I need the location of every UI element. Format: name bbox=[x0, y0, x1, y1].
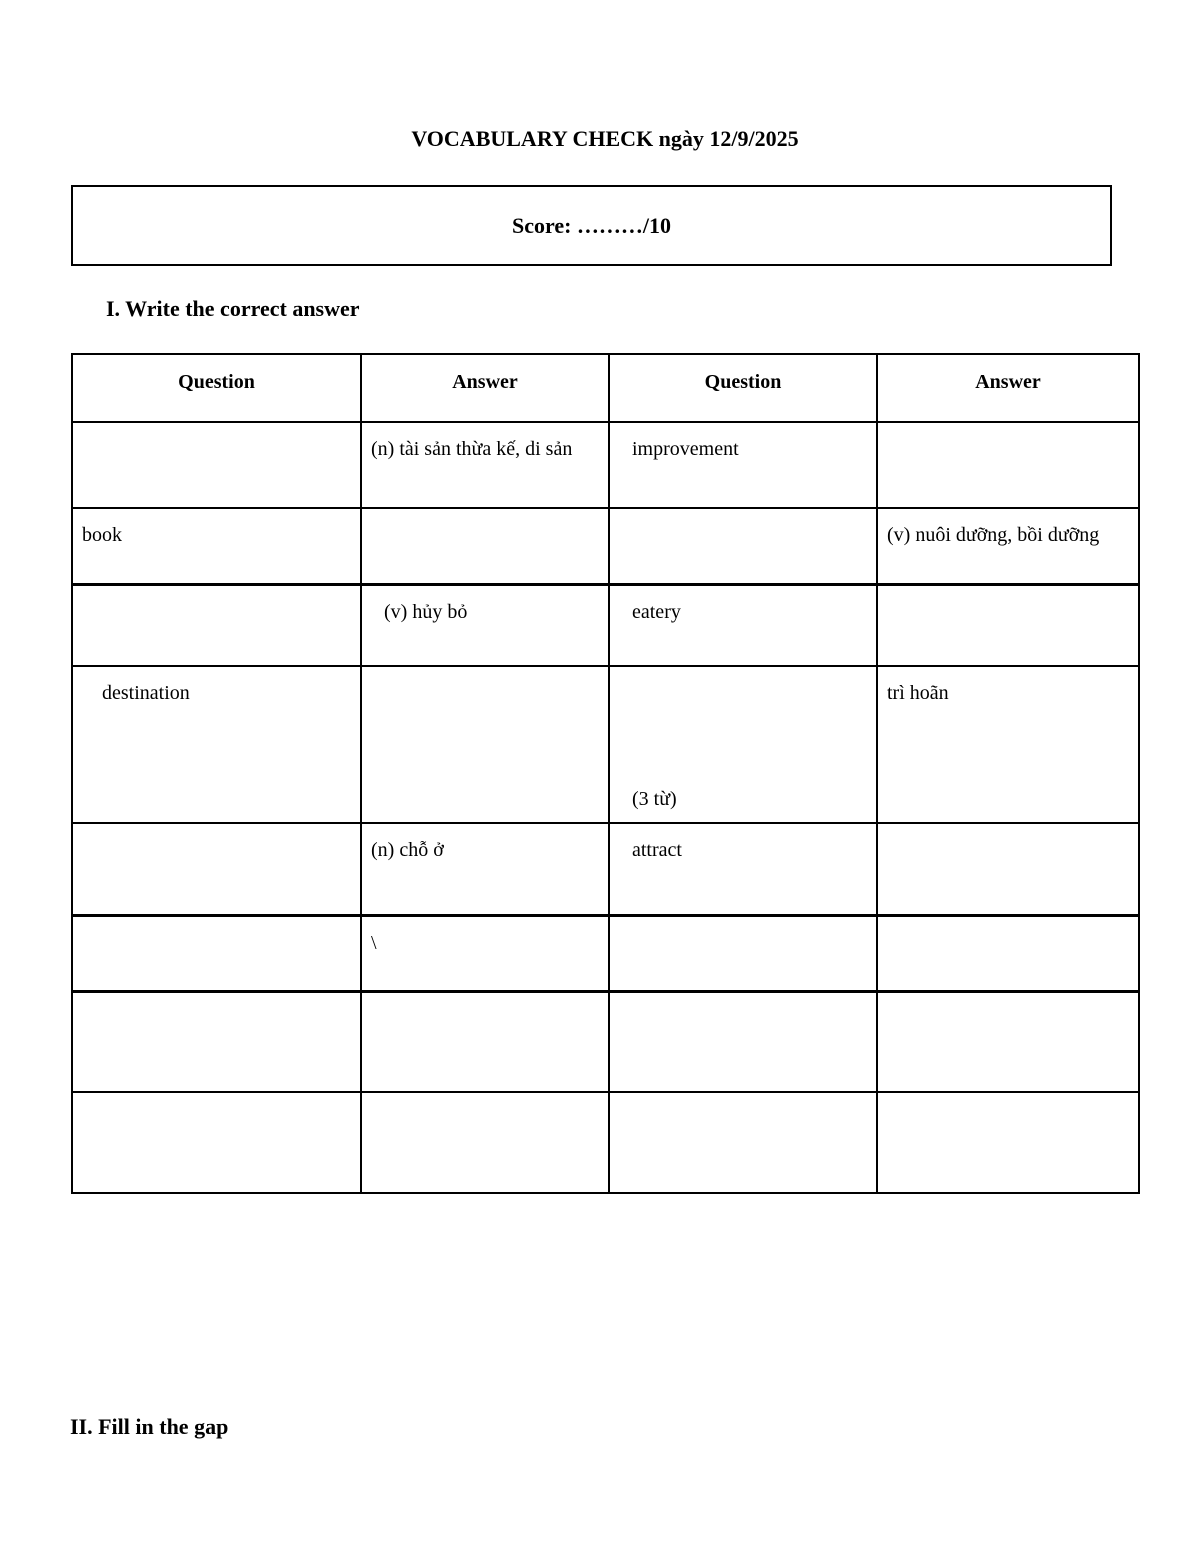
vocabulary-table bbox=[71, 353, 1140, 1194]
table-cell[interactable] bbox=[609, 915, 877, 991]
table-row bbox=[72, 666, 1139, 823]
table-cell[interactable] bbox=[72, 991, 361, 1092]
table-row bbox=[72, 823, 1139, 915]
table-cell[interactable]: attract bbox=[609, 823, 877, 915]
table-cell[interactable] bbox=[877, 584, 1139, 666]
section-heading-fill-gap: II. Fill in the gap bbox=[70, 1414, 229, 1439]
page-title: VOCABULARY CHECK ngày 12/9/2025 bbox=[411, 126, 799, 151]
table-cell[interactable] bbox=[877, 422, 1139, 508]
table-cell[interactable] bbox=[609, 1092, 877, 1193]
score-label: Score: ………/10 bbox=[511, 212, 672, 238]
table-row bbox=[72, 508, 1139, 584]
table-row bbox=[72, 991, 1139, 1092]
table-cell[interactable]: (n) tài sản thừa kế, di sản bbox=[361, 422, 609, 508]
table-row bbox=[72, 584, 1139, 666]
table-cell[interactable]: destination bbox=[72, 666, 361, 823]
table-cell[interactable] bbox=[609, 508, 877, 584]
table-cell[interactable] bbox=[877, 1092, 1139, 1193]
table-cell[interactable]: (v) hủy bỏ bbox=[361, 584, 609, 666]
score-box bbox=[71, 185, 1112, 266]
table-cell[interactable]: (v) nuôi dưỡng, bồi dưỡng bbox=[877, 508, 1139, 584]
table-row bbox=[72, 1092, 1139, 1193]
table-cell[interactable] bbox=[72, 823, 361, 915]
table-cell[interactable] bbox=[361, 991, 609, 1092]
section-heading-write-answer: I. Write the correct answer bbox=[106, 296, 360, 321]
table-cell[interactable] bbox=[72, 1092, 361, 1193]
column-header-question: Question bbox=[72, 354, 361, 422]
table-cell[interactable]: (n) chỗ ở bbox=[361, 823, 609, 915]
table-cell[interactable]: improvement bbox=[609, 422, 877, 508]
table-row bbox=[72, 915, 1139, 991]
table-cell[interactable] bbox=[361, 666, 609, 823]
table-header-row bbox=[72, 354, 1139, 422]
table-cell[interactable] bbox=[609, 991, 877, 1092]
table-row bbox=[72, 422, 1139, 508]
table-cell[interactable] bbox=[877, 991, 1139, 1092]
column-header-answer: Answer bbox=[877, 354, 1139, 422]
table-cell[interactable]: (3 từ) bbox=[609, 666, 877, 823]
table-cell[interactable] bbox=[72, 915, 361, 991]
table-cell[interactable]: eatery bbox=[609, 584, 877, 666]
table-cell[interactable] bbox=[361, 508, 609, 584]
table-cell[interactable] bbox=[877, 823, 1139, 915]
column-header-question: Question bbox=[609, 354, 877, 422]
table-cell[interactable]: trì hoãn bbox=[877, 666, 1139, 823]
table-cell[interactable]: \ bbox=[361, 915, 609, 991]
table-cell[interactable] bbox=[72, 584, 361, 666]
table-cell[interactable] bbox=[361, 1092, 609, 1193]
table-cell[interactable] bbox=[877, 915, 1139, 991]
table-cell[interactable]: book bbox=[72, 508, 361, 584]
table-cell[interactable] bbox=[72, 422, 361, 508]
column-header-answer: Answer bbox=[361, 354, 609, 422]
